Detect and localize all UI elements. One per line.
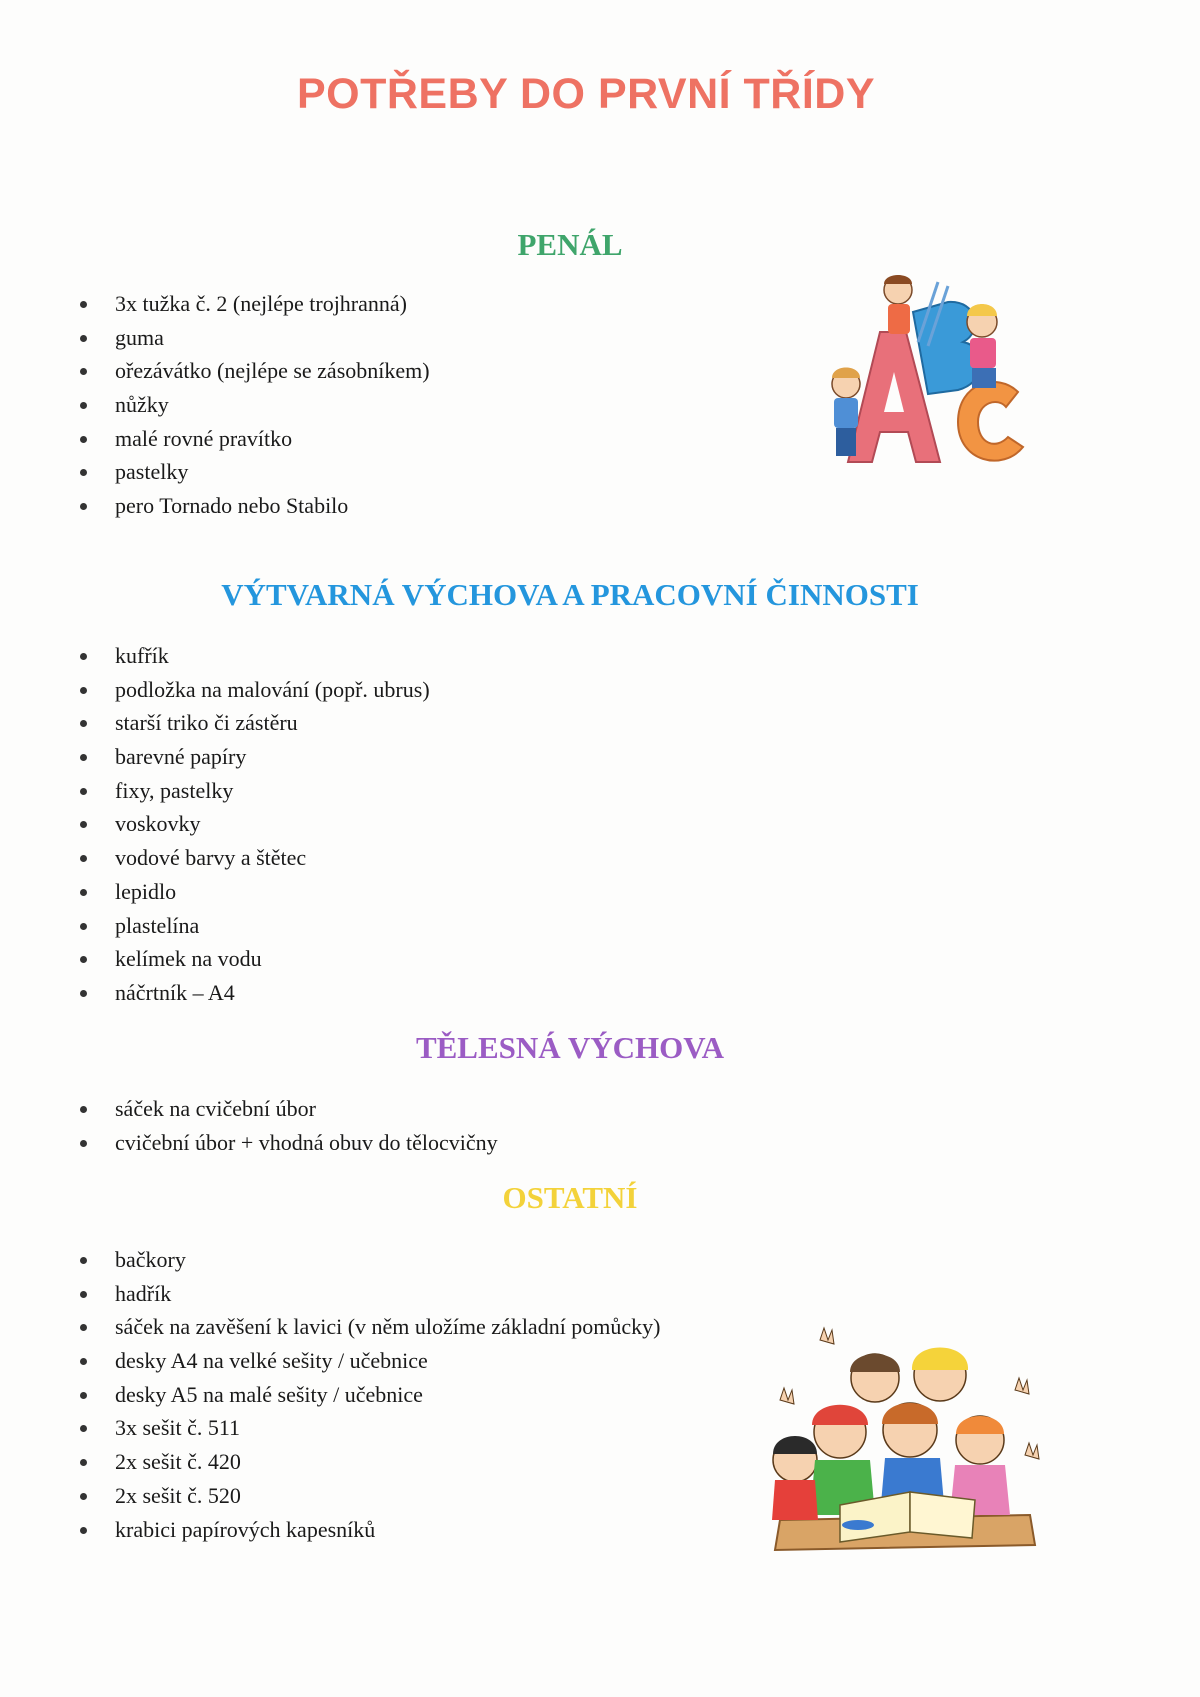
list-item: guma	[78, 321, 430, 355]
list-vytvarna	[78, 639, 430, 1010]
book-right-page	[910, 1492, 975, 1538]
list-telesna	[78, 1092, 498, 1159]
section-heading-telesna: TĚLESNÁ VÝCHOVA	[415, 1030, 725, 1065]
list-item: nůžky	[78, 388, 430, 422]
list-item: kelímek na vodu	[78, 942, 430, 976]
page-title: POTŘEBY DO PRVNÍ TŘÍDY	[296, 70, 876, 118]
letter-c-shape	[958, 382, 1023, 461]
list-item: krabici papírových kapesníků	[78, 1513, 661, 1547]
list-item: malé rovné pravítko	[78, 422, 430, 456]
list-item: fixy, pastelky	[78, 774, 430, 808]
abc-kids-illustration	[818, 272, 1040, 472]
list-item: sáček na cvičební úbor	[78, 1092, 498, 1126]
list-item: pero Tornado nebo Stabilo	[78, 489, 430, 523]
list-item: ořezávátko (nejlépe se zásobníkem)	[78, 354, 430, 388]
list-item: hadřík	[78, 1277, 661, 1311]
list-item: podložka na malování (popř. ubrus)	[78, 673, 430, 707]
list-item: vodové barvy a štětec	[78, 841, 430, 875]
list-item: plastelína	[78, 909, 430, 943]
section-heading-ostatni: OSTATNÍ	[502, 1180, 638, 1215]
list-item: desky A5 na malé sešity / učebnice	[78, 1378, 661, 1412]
list-penal	[78, 287, 430, 523]
list-item: kufřík	[78, 639, 430, 673]
list-item: 3x sešit č. 511	[78, 1411, 661, 1445]
list-item: 3x tužka č. 2 (nejlépe trojhranná)	[78, 287, 430, 321]
list-item: 2x sešit č. 520	[78, 1479, 661, 1513]
section-heading-vytvarna: VÝTVARNÁ VÝCHOVA A PRACOVNÍ ČINNOSTI	[221, 577, 919, 612]
list-item: barevné papíry	[78, 740, 430, 774]
list-ostatni	[78, 1243, 661, 1546]
list-item: sáček na zavěšení k lavici (v něm uložíme základní pomůcky)	[78, 1310, 661, 1344]
list-item: lepidlo	[78, 875, 430, 909]
list-item: desky A4 na velké sešity / učebnice	[78, 1344, 661, 1378]
list-item: náčrtník – A4	[78, 976, 430, 1010]
list-item: cvičební úbor + vhodná obuv do tělocvičny	[78, 1126, 498, 1160]
section-heading-penal: PENÁL	[517, 227, 623, 262]
list-item: starší triko či zástěru	[78, 706, 430, 740]
list-item: bačkory	[78, 1243, 661, 1277]
list-item: pastelky	[78, 455, 430, 489]
list-item: 2x sešit č. 420	[78, 1445, 661, 1479]
kids-reading-illustration	[760, 1320, 1060, 1555]
list-item: voskovky	[78, 807, 430, 841]
